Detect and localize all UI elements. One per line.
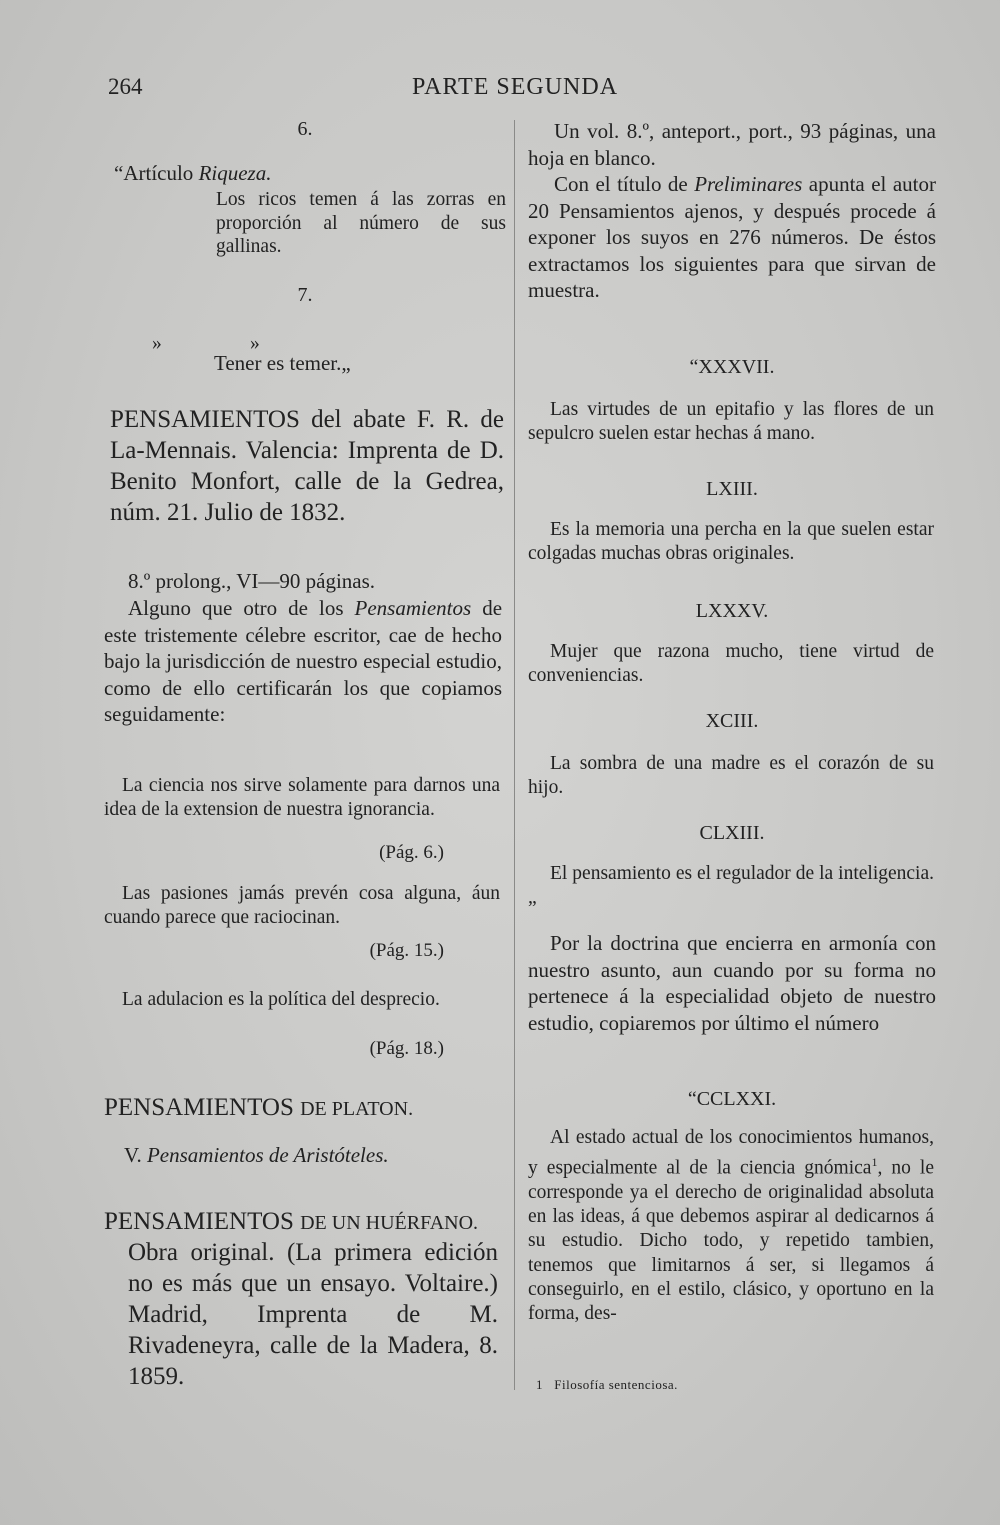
quote-ciencia: La ciencia nos sirve solamente para darnos una idea de la extension de nuestra ignorancia. (104, 775, 500, 820)
section-number-7: 7. (297, 284, 313, 306)
volume-description: Un vol. 8.º, anteport., port., 93 páginas, una hoja en blanco. (528, 119, 936, 170)
article-prefix: “Artículo (114, 161, 194, 185)
reference-italic: Pensamientos de Aristóteles. (146, 1143, 389, 1167)
number-clxiii: CLXIII. (699, 822, 765, 844)
thought-lxxxv: Mujer que razona mucho, tiene virtud de conveniencias. (528, 641, 934, 686)
intro-text-b: de este tristemente célebre escritor, cae de hecho bajo la jurisdicción de nuestro especial estudio, como de ello certificarán los que copiamos seguidamente: (104, 596, 503, 726)
entry-platon-main: PENSAMIENTOS (104, 1094, 294, 1121)
thought-xxxvii: Las virtudes de un epitafio y las flores de un sepulcro suelen estar hechas á mano. (528, 399, 934, 444)
intro-italic-pensamientos: Pensamientos (354, 596, 472, 620)
section-number-6: 6. (297, 118, 313, 140)
preliminares-italic: Preliminares (694, 172, 803, 196)
running-title: PARTE SEGUNDA (412, 74, 619, 100)
thought-clxiii: El pensamiento es el regulador de la inteligencia.„ (528, 863, 934, 908)
entry-huerfano-main: PENSAMIENTOS (104, 1208, 294, 1235)
entry-huerfano-text: Obra original. (La primera edición no es más que un ensayo. Voltaire.) Madrid, Imprenta de M. Rivadeneyra, calle de la Madera, 8. 1859. (128, 1239, 498, 1390)
ditto-mark-left: » (152, 333, 162, 354)
number-lxxxv: LXXXV. (695, 600, 769, 622)
entry-platon (104, 1092, 413, 1125)
footnote (536, 1377, 678, 1393)
quote-pasiones: Las pasiones jamás prevén cosa alguna, áun cuando parece que raciocinan. (104, 883, 500, 928)
thought-lxiii: Es la memoria una percha en la que suelen estar colgadas muchas obras originales. (528, 519, 934, 564)
article-title: Riqueza. (198, 161, 272, 185)
number-cclxxi: “CCLXXI. (687, 1088, 777, 1110)
number-xciii: XCIII. (705, 710, 759, 732)
quote-adulacion: La adulacion es la política del desprecio. (122, 989, 440, 1010)
entry-lamennais-format: 8.º prolong., VI—90 páginas. (128, 569, 376, 593)
quote-tener: Tener es temer.„ (214, 351, 351, 375)
entry-huerfano-small: DE UN HUÉRFANO. (300, 1212, 479, 1234)
doctrine-paragraph: Por la doctrina que encierra en armonía con nuestro asunto, aun cuando por su forma no pertenece á la especialidad objeto de nuestro estudio, copiaremos por último el número (528, 931, 936, 1035)
intro-text-a: Alguno que otro de los (128, 596, 344, 620)
thought-cclxxi-b: , no le corresponde ya el derecho de originalidad absoluta en las ideas, á que debemos aspirar al dedicarnos á su estudio. Dicho todo, y repetido tambien, tenemos que limitarnos á ser, si llegamos á conseguirlo, en el estilo, clásico, y oportuno en la forma, des- (528, 1157, 934, 1324)
entry-huerfano-title (104, 1206, 478, 1239)
footnote-marker: 1 (871, 1155, 878, 1170)
quote-riqueza: Los ricos temen á las zorras en proporción al número de sus gallinas. (216, 189, 506, 257)
preliminares-text-b: apunta el autor 20 Pensamientos ajenos, y después procede á exponer los suyos en 276 números. De éstos extractamos los siguientes para que sirvan de muestra. (528, 172, 936, 302)
reference-prefix: V. (124, 1143, 142, 1167)
page-header (0, 74, 1000, 106)
cite-pag-18: (Pág. 18.) (369, 1038, 444, 1059)
number-lxiii: LXIII. (706, 478, 758, 500)
thought-xciii: La sombra de una madre es el corazón de su hijo. (528, 753, 934, 798)
ditto-mark-right: » (250, 333, 260, 354)
cite-pag-6: (Pág. 6.) (379, 842, 444, 863)
footnote-number: 1 (536, 1377, 543, 1392)
column-divider (514, 120, 515, 1390)
entry-platon-reference (124, 1142, 389, 1169)
entry-platon-small: DE PLATON. (300, 1098, 414, 1120)
entry-lamennais-intro (104, 595, 502, 728)
thought-cclxxi-a: Al estado actual de los conocimientos humanos, y especialmente al de la ciencia gnómica (528, 1127, 934, 1179)
article-heading (114, 160, 271, 187)
entry-lamennais-title: PENSAMIENTOS del abate F. R. de La-Mennais. Valencia: Imprenta de D. Benito Monfort, calle de la Gedrea, núm. 21. Julio de 1832. (110, 406, 504, 526)
footnote-text: Filosofía sentenciosa. (554, 1377, 678, 1392)
thought-cclxxi (528, 1126, 934, 1326)
cite-pag-15: (Pág. 15.) (369, 940, 444, 961)
preliminares-text-a: Con el título de (554, 172, 688, 196)
preliminares-paragraph (528, 171, 936, 304)
page-number: 264 (108, 74, 143, 99)
number-xxxvii: “XXXVII. (689, 356, 775, 378)
